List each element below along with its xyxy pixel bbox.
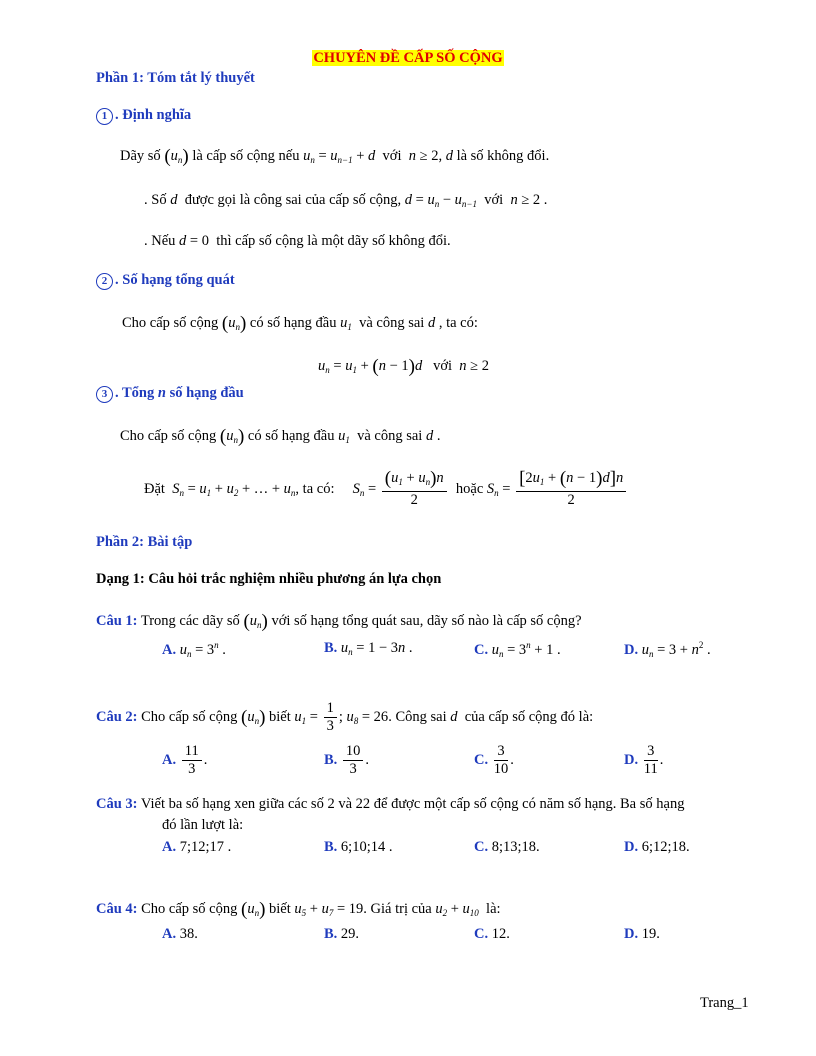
section3-heading: 3 . Tổng n số hạng đầu: [96, 385, 244, 403]
question-3: Câu 3: Viết ba số hạng xen giữa các số 2 và 22 để được một cấp số cộng có năm số hạng. Ba số hạng: [96, 796, 685, 812]
section-number-badge: 2: [96, 273, 113, 290]
question-1: Câu 1: Trong các dãy số $(u_n)$ với số hạng tổng quát sau, dãy số nào là cấp số cộng?: [96, 611, 582, 632]
question-3-cont: đó lần lượt là:: [162, 817, 244, 833]
q4-option-d[interactable]: D. 19.: [624, 926, 660, 942]
zero-difference-line: . Nếu d = 0 thì cấp số cộng là một dãy số không đổi.: [144, 233, 451, 249]
general-term-intro: Cho cấp số cộng $(u_n)$ có số hạng đầu $u_1$ và công sai d , ta có:: [122, 313, 478, 334]
document-title: CHUYÊN ĐỀ CẤP SỐ CỘNG: [313, 50, 503, 66]
form1-heading: Dạng 1: Câu hỏi trắc nghiệm nhiều phương án lựa chọn: [96, 571, 442, 587]
definition-line: Dãy số $(u_n)$ là cấp số cộng nếu $u_n = u_{n-1} + d$ với n ≥ 2, d là số không đổi.: [120, 146, 550, 167]
question-2: Câu 2: Cho cấp số cộng $(u_n)$ biết $u_1$ = $\frac{1}{3}$ ; $u_8 = 26$. Công sai d của cấp số cộng đó là:: [96, 700, 594, 734]
q2-option-a[interactable]: A. $\frac{11}{3}$ .: [162, 743, 208, 777]
general-term-formula: $u_n = u_1 + (n - 1)d$ với n ≥ 2: [318, 356, 490, 377]
sum-formula-line: Đặt $S_n = u_1 + u_2$ + … + $u_n$, ta có: $S_n$ = $\frac{(u_1 + u_n)n}{2}$ hoặc $S_n$ = $\frac{[2u_1 + (n - 1)d]n}{2}$: [144, 470, 628, 509]
question-4: Câu 4: Cho cấp số cộng $(u_n)$ biết $u_5 + u_7 = 19$. Giá trị của $u_2 + u_{10}$ là:: [96, 899, 501, 920]
section2-heading: 2 . Số hạng tổng quát: [96, 272, 235, 290]
q3-option-c[interactable]: C. 8;13;18.: [474, 839, 540, 855]
q2-option-b[interactable]: B. $\frac{10}{3}$ .: [324, 743, 370, 777]
q2-option-d[interactable]: D. $\frac{3}{11}$ .: [624, 743, 664, 777]
q4-option-c[interactable]: C. 12.: [474, 926, 510, 942]
common-difference-line: . Số d được gọi là công sai của cấp số cộng, $d = u_n - u_{n-1}$ với n ≥ 2 .: [144, 192, 548, 209]
sum-fraction-2: $\frac{[2u_1 + (n - 1)d]n}{2}$: [516, 470, 626, 509]
q4-option-b[interactable]: B. 29.: [324, 926, 360, 942]
section-number-badge: 1: [96, 108, 113, 125]
part1-heading: Phần 1: Tóm tắt lý thuyết: [96, 70, 255, 86]
section-number-badge: 3: [96, 386, 113, 403]
q3-option-b[interactable]: B. 6;10;14 .: [324, 839, 393, 855]
q2-option-c[interactable]: C. $\frac{3}{10}$ .: [474, 743, 514, 777]
q1-option-c[interactable]: C. $u_n = 3^n + 1$ .: [474, 640, 561, 659]
q1-option-a[interactable]: A. $u_n = 3^n$ .: [162, 640, 226, 659]
q4-option-a[interactable]: A. 38.: [162, 926, 198, 942]
sum-fraction-1: $\frac{(u_1 + u_n)n}{2}$: [382, 470, 447, 509]
part2-heading: Phần 2: Bài tập: [96, 534, 193, 550]
q3-option-d[interactable]: D. 6;12;18.: [624, 839, 690, 855]
q1-option-d[interactable]: D. $u_n = 3 + n^2$ .: [624, 640, 711, 659]
page-footer: Trang_1: [700, 995, 749, 1011]
sum-intro: Cho cấp số cộng $(u_n)$ có số hạng đầu $u_1$ và công sai d .: [120, 426, 441, 447]
section1-heading: 1 . Định nghĩa: [96, 107, 191, 125]
q1-option-b[interactable]: B. $u_n = 1 - 3n$ .: [324, 640, 413, 657]
q3-option-a[interactable]: A. 7;12;17 .: [162, 839, 232, 855]
